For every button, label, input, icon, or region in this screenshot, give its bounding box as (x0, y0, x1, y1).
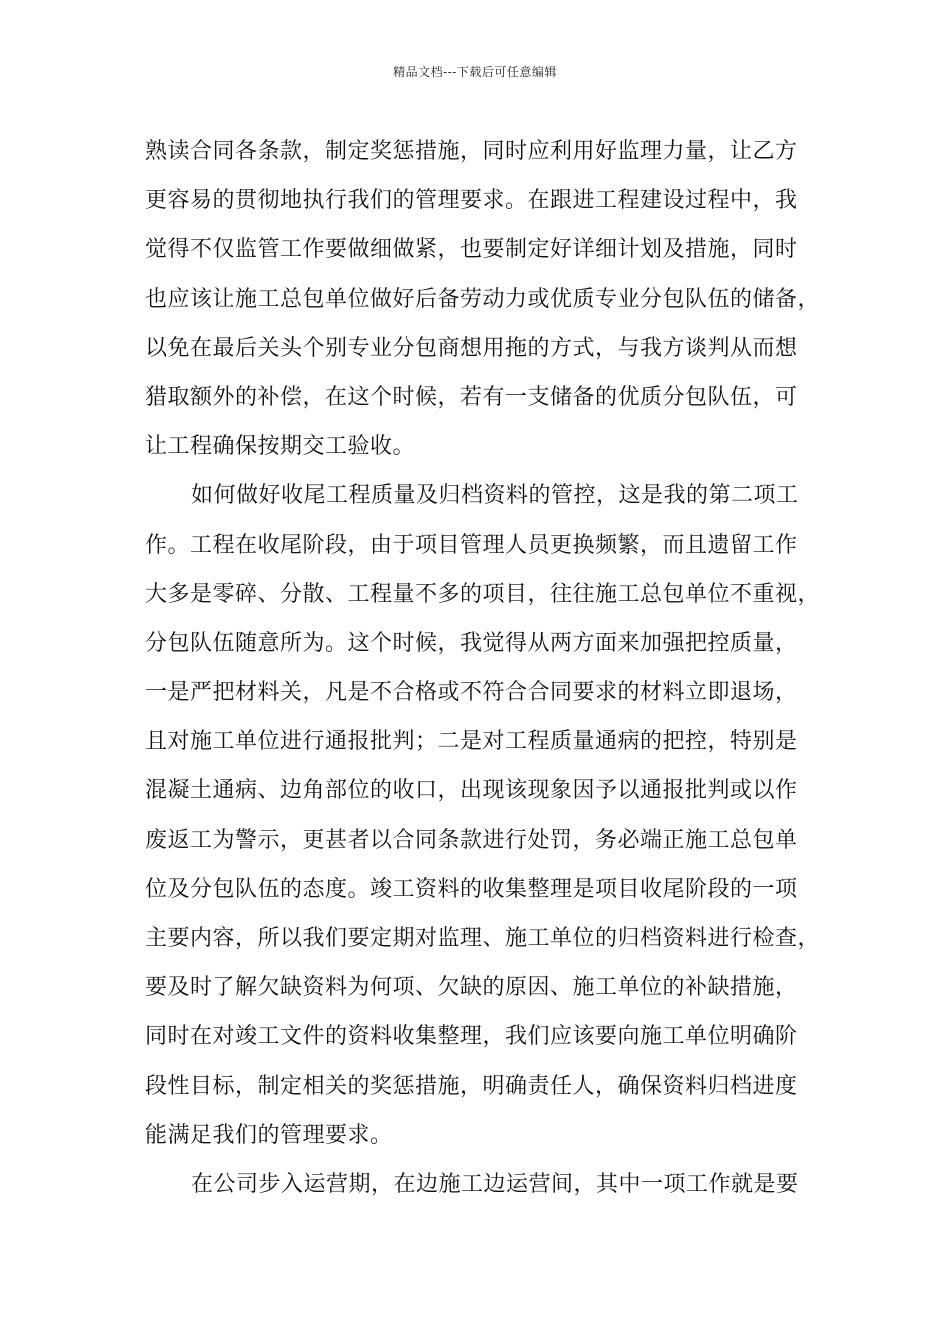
document-body (145, 127, 825, 1209)
text-line: 混凝土通病、边角部位的收口，出现该现象因予以通报批判或以作 (145, 778, 798, 804)
text-line: 位及分包队伍的态度。竣工资料的收集整理是项目收尾阶段的一项 (145, 876, 798, 902)
text-line: 让工程确保按期交工验收。 (145, 434, 416, 460)
text-line: 废返工为警示，更甚者以合同条款进行处罚，务必端正施工总包单 (145, 827, 798, 853)
text-line: 大多是零碎、分散、工程量不多的项目，往往施工总包单位不重视， (145, 581, 821, 607)
text-line: 能满足我们的管理要求。 (145, 1122, 393, 1148)
text-line: 更容易的贯彻地执行我们的管理要求。在跟进工程建设过程中，我 (145, 188, 798, 214)
text-line: 主要内容，所以我们要定期对监理、施工单位的归档资料进行检查， (145, 926, 821, 951)
text-line: 猎取额外的补偿，在这个时候，若有一支储备的优质分包队伍，可 (145, 384, 798, 410)
text-line: 如何做好收尾工程质量及归档资料的管控，这是我的第二项工 (191, 483, 799, 509)
paragraph-2 (145, 471, 825, 1160)
text-line: 要及时了解欠缺资料为何项、欠缺的原因、施工单位的补缺措施， (145, 975, 798, 1001)
text-line: 同时在对竣工文件的资料收集整理，我们应该要向施工单位明确阶 (145, 1024, 798, 1050)
text-line: 也应该让施工总包单位做好后备劳动力或优质专业分包队伍的储备， (145, 286, 821, 312)
text-line: 作。工程在收尾阶段，由于项目管理人员更换频繁，而且遗留工作 (145, 532, 798, 558)
page-header: 精品文档---下载后可任意编辑 (393, 65, 557, 79)
text-line: 一是严把材料关，凡是不合格或不符合合同要求的材料立即退场， (145, 680, 798, 706)
text-line: 在公司步入运营期，在边施工边运营间，其中一项工作就是要 (191, 1171, 799, 1197)
text-line: 段性目标，制定相关的奖惩措施，明确责任人，确保资料归档进度 (145, 1073, 798, 1099)
text-line: 以免在最后关头个别专业分包商想用拖的方式，与我方谈判从而想 (145, 335, 798, 361)
text-line: 且对施工单位进行通报批判；二是对工程质量通病的把控，特别是 (145, 729, 798, 755)
text-line: 觉得不仅监管工作要做细做紧，也要制定好详细计划及措施，同时 (145, 237, 798, 263)
paragraph-1 (145, 127, 825, 471)
text-line: 熟读合同各条款，制定奖惩措施，同时应利用好监理力量，让乙方 (145, 139, 798, 164)
text-line: 分包队伍随意所为。这个时候，我觉得从两方面来加强把控质量， (145, 630, 798, 656)
paragraph-3 (145, 1160, 825, 1209)
